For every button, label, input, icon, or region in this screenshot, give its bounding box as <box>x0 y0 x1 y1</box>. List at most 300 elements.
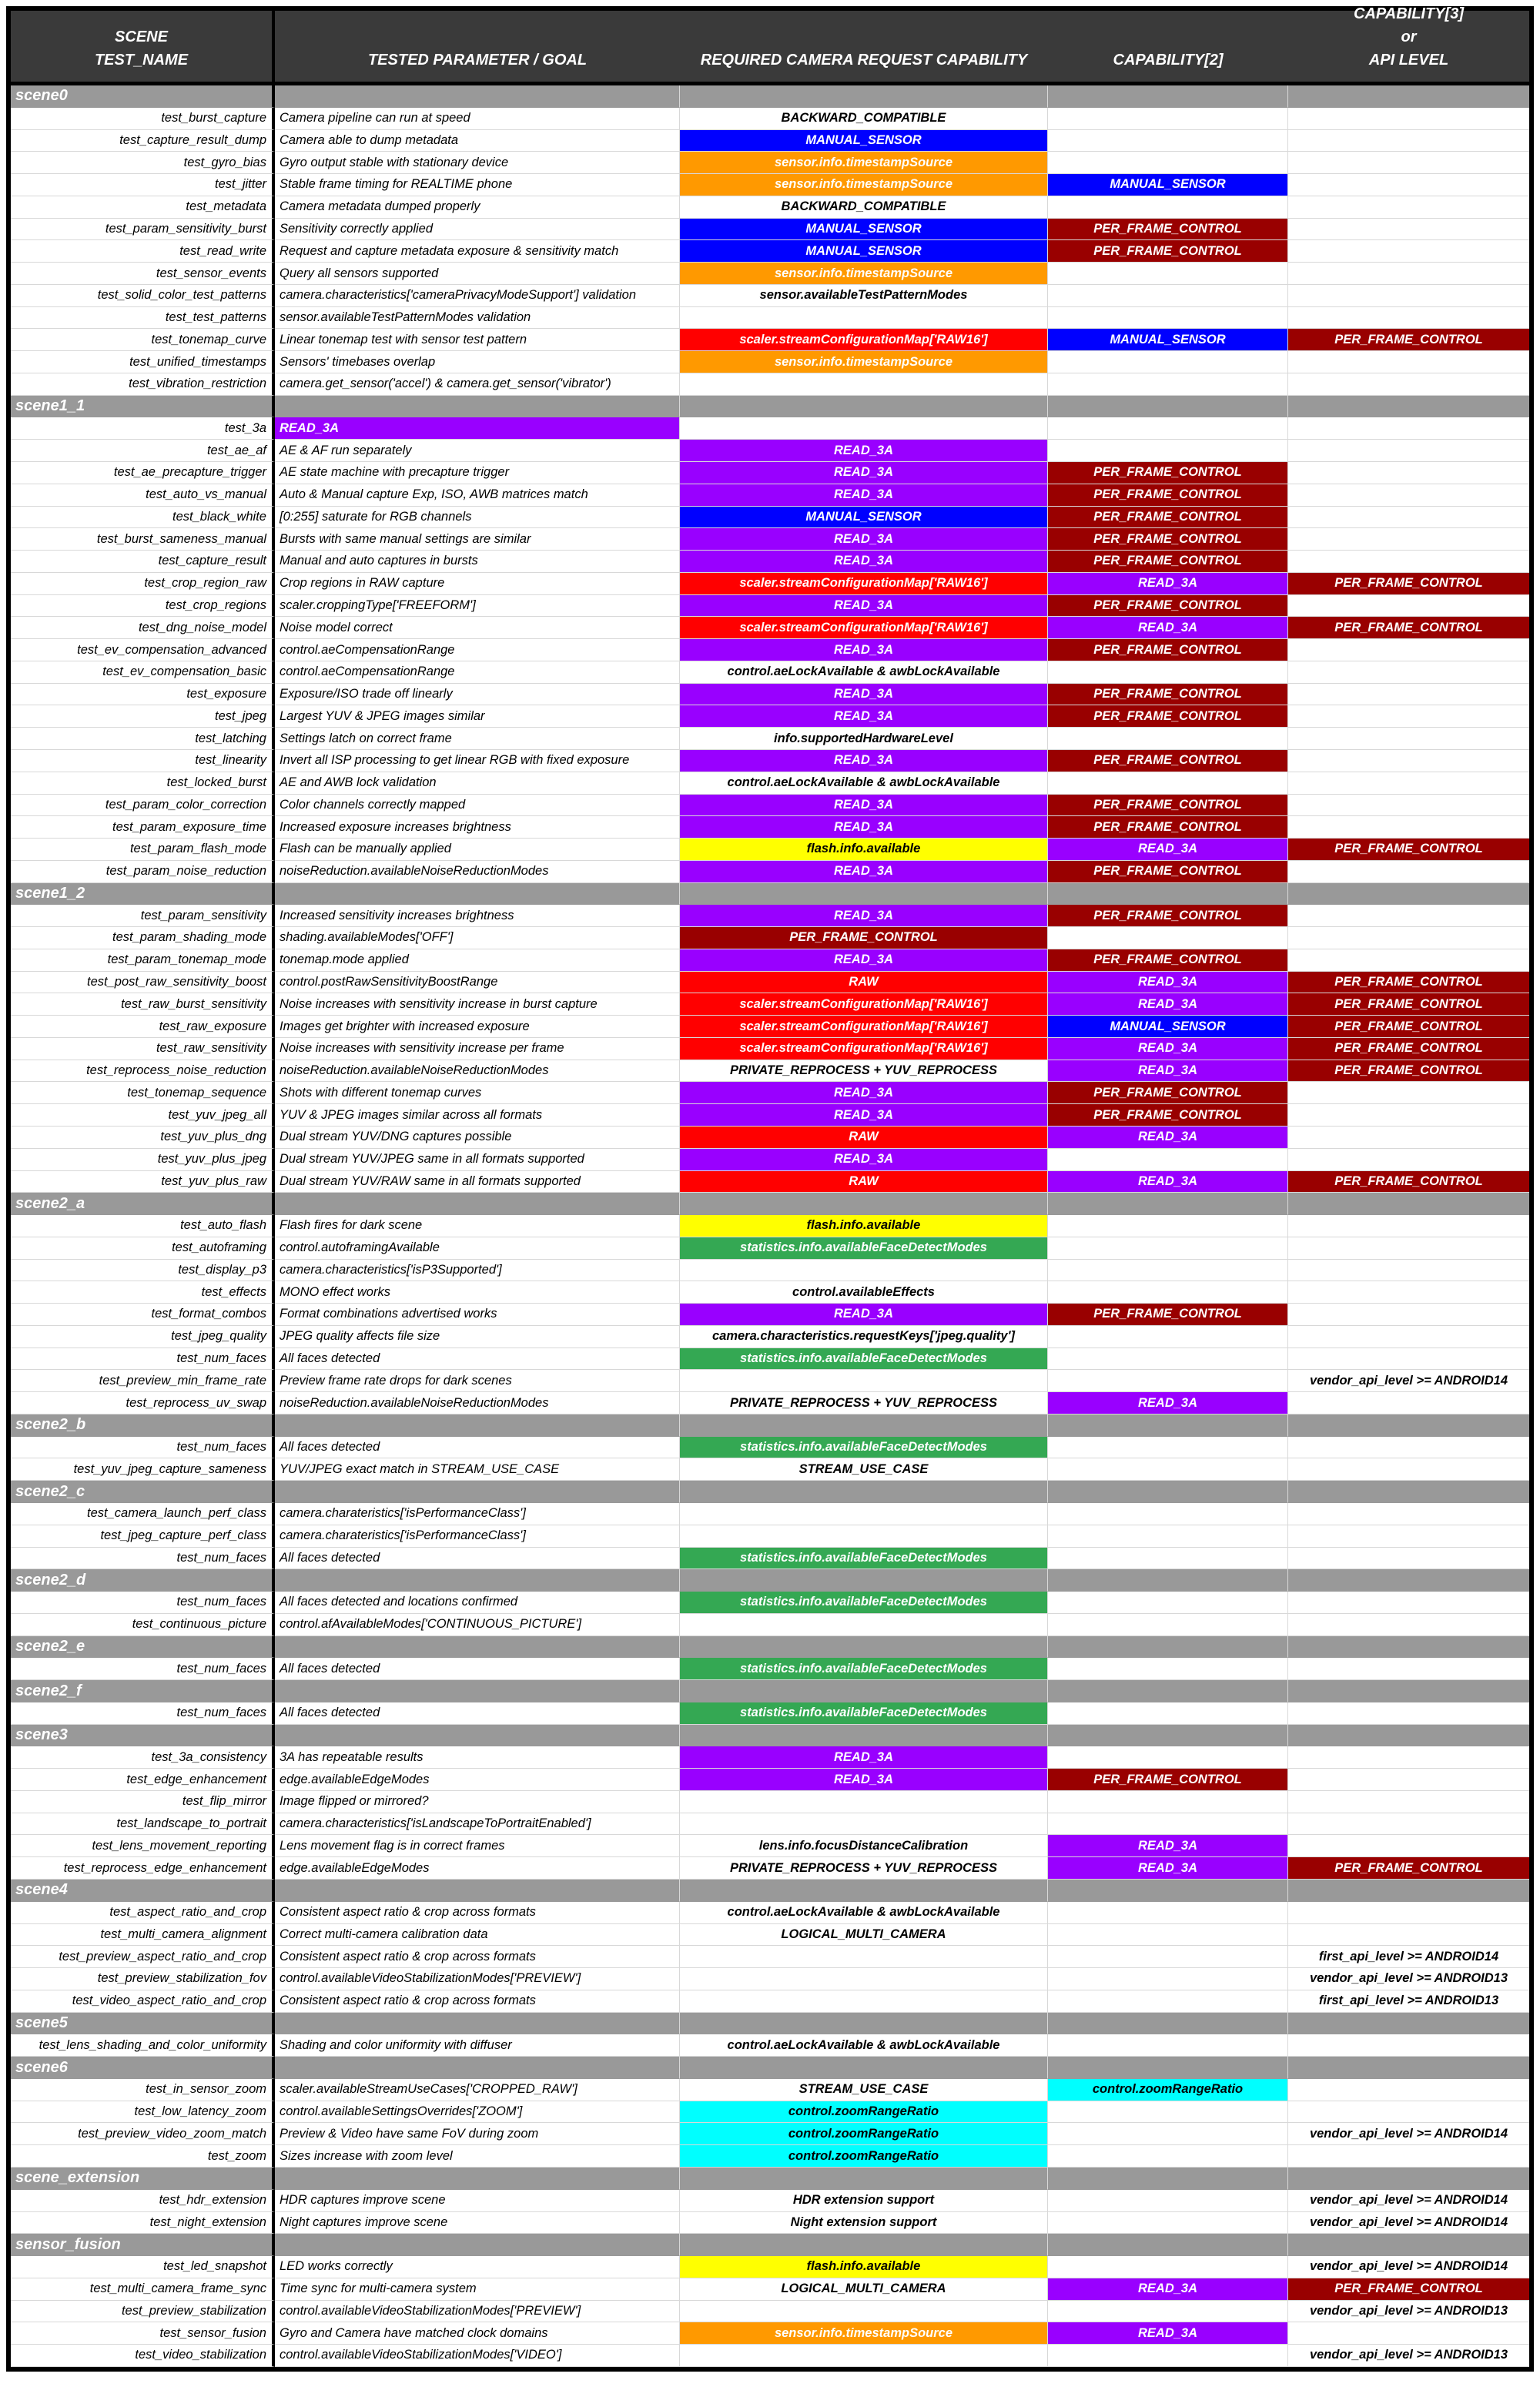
capability-cell: READ_3A <box>1048 573 1288 595</box>
test-row <box>11 816 1529 839</box>
test-row <box>11 1835 1529 1857</box>
capability-cell <box>1048 1458 1288 1481</box>
test-name-cell: test_jpeg_quality <box>11 1326 275 1348</box>
goal-cell: All faces detected <box>275 1658 680 1680</box>
capability-cell: vendor_api_level >= ANDROID14 <box>1288 2190 1529 2212</box>
scene-banner-label: scene2_f <box>11 1680 275 1702</box>
capability-cell <box>1048 2212 1288 2235</box>
test-row <box>11 551 1529 573</box>
capability-cell: sensor.info.timestampSource <box>680 351 1048 373</box>
capability-cell <box>680 417 1048 440</box>
capability-cell <box>1288 219 1529 241</box>
test-name-cell: test_burst_capture <box>11 108 275 130</box>
test-name-cell: test_yuv_plus_jpeg <box>11 1149 275 1171</box>
capability-cell <box>1288 661 1529 684</box>
capability-cell <box>1288 263 1529 285</box>
test-name-cell: test_continuous_picture <box>11 1614 275 1636</box>
scene-banner-filler <box>275 2057 680 2079</box>
capability-cell: PER_FRAME_CONTROL <box>1048 462 1288 484</box>
test-row <box>11 484 1529 507</box>
capability-cell: HDR extension support <box>680 2190 1048 2212</box>
capability-cell <box>1048 1946 1288 1968</box>
capability-cell <box>680 1525 1048 1548</box>
goal-cell: Gyro output stable with stationary device <box>275 152 680 174</box>
scene-banner-row <box>11 1725 1529 1747</box>
capability-cell: PER_FRAME_CONTROL <box>680 927 1048 949</box>
goal-cell: Night captures improve scene <box>275 2212 680 2235</box>
test-row <box>11 1614 1529 1636</box>
scene-banner-filler <box>275 396 680 418</box>
capability-cell <box>680 2345 1048 2367</box>
test-name-cell: test_read_write <box>11 240 275 263</box>
capability-cell <box>1288 484 1529 507</box>
test-row <box>11 1060 1529 1083</box>
capability-cell <box>1288 772 1529 795</box>
capability-cell <box>1048 1968 1288 1990</box>
capability-cell <box>680 1990 1048 2013</box>
capability-cell: PER_FRAME_CONTROL <box>1288 972 1529 994</box>
test-name-cell: test_num_faces <box>11 1437 275 1459</box>
capability-cell: flash.info.available <box>680 2256 1048 2278</box>
scene-banner-row <box>11 1680 1529 1702</box>
capability-cell <box>1288 705 1529 728</box>
test-name-cell: test_black_white <box>11 507 275 529</box>
test-name-cell: test_param_tonemap_mode <box>11 949 275 972</box>
scene-banner-label: scene0 <box>11 85 275 108</box>
goal-cell: Manual and auto captures in bursts <box>275 551 680 573</box>
scene-banner-row <box>11 85 1529 108</box>
goal-cell: noiseReduction.availableNoiseReductionModes <box>275 1392 680 1414</box>
capability-cell: control.aeLockAvailable & awbLockAvailable <box>680 772 1048 795</box>
test-row <box>11 573 1529 595</box>
scene-banner-filler <box>275 1193 680 1215</box>
capability-cell <box>1288 373 1529 396</box>
capability-cell <box>1288 1281 1529 1304</box>
header-scene-line: SCENE <box>115 28 168 45</box>
goal-cell: Sizes increase with zoom level <box>275 2145 680 2168</box>
capability-cell: READ_3A <box>1048 1060 1288 1083</box>
capability-cell <box>1288 1835 1529 1857</box>
test-row <box>11 772 1529 795</box>
scene-banner-row <box>11 2013 1529 2035</box>
test-name-cell: test_param_flash_mode <box>11 839 275 861</box>
capability-cell: PER_FRAME_CONTROL <box>1048 949 1288 972</box>
test-row <box>11 1902 1529 1924</box>
test-row <box>11 1304 1529 1326</box>
capability-cell: LOGICAL_MULTI_CAMERA <box>680 2278 1048 2301</box>
test-row <box>11 1281 1529 1304</box>
test-row <box>11 2301 1529 2323</box>
test-row <box>11 1392 1529 1414</box>
goal-cell: Bursts with same manual settings are similar <box>275 528 680 551</box>
capability-cell <box>1288 795 1529 817</box>
scene-banner-filler <box>1048 396 1288 418</box>
scene-banner-filler <box>680 85 1048 108</box>
test-row <box>11 684 1529 706</box>
scene-banner-filler <box>1288 1414 1529 1437</box>
capability-cell: READ_3A <box>680 1149 1048 1171</box>
capability-cell <box>1288 108 1529 130</box>
goal-cell: Linear tonemap test with sensor test pattern <box>275 329 680 351</box>
capability-cell <box>1048 1215 1288 1237</box>
capability-cell <box>1288 1902 1529 1924</box>
goal-cell: Flash can be manually applied <box>275 839 680 861</box>
goal-cell: AE and AWB lock validation <box>275 772 680 795</box>
capability-cell: PER_FRAME_CONTROL <box>1048 750 1288 772</box>
capability-cell: scaler.streamConfigurationMap['RAW16'] <box>680 993 1048 1016</box>
capability-cell: PER_FRAME_CONTROL <box>1048 484 1288 507</box>
test-row <box>11 639 1529 661</box>
goal-cell: Sensors' timebases overlap <box>275 351 680 373</box>
capability-cell <box>1288 1348 1529 1371</box>
capability-cell: READ_3A <box>1048 1171 1288 1194</box>
test-row <box>11 440 1529 462</box>
goal-cell: [0:255] saturate for RGB channels <box>275 507 680 529</box>
capability-cell: READ_3A <box>680 1104 1048 1127</box>
goal-cell: Flash fires for dark scene <box>275 1215 680 1237</box>
capability-cell: READ_3A <box>1048 1127 1288 1149</box>
test-row <box>11 351 1529 373</box>
capability-cell <box>1288 1702 1529 1725</box>
test-row <box>11 1215 1529 1237</box>
capability-cell: scaler.streamConfigurationMap['RAW16'] <box>680 617 1048 639</box>
scene-banner-label: scene5 <box>11 2013 275 2035</box>
scene-banner-filler <box>1048 883 1288 906</box>
capability-cell <box>1288 1592 1529 1614</box>
capability-cell <box>1048 728 1288 750</box>
capability-cell: PER_FRAME_CONTROL <box>1048 705 1288 728</box>
capability-cell <box>1288 307 1529 330</box>
scene-banner-filler <box>680 883 1048 906</box>
test-name-cell: test_multi_camera_alignment <box>11 1924 275 1947</box>
test-name-cell: test_video_stabilization <box>11 2345 275 2367</box>
scene-banner-filler <box>275 1725 680 1747</box>
test-row <box>11 2101 1529 2124</box>
capability-cell <box>1288 949 1529 972</box>
test-row <box>11 972 1529 994</box>
test-name-cell: test_crop_region_raw <box>11 573 275 595</box>
capability-cell: sensor.availableTestPatternModes <box>680 285 1048 307</box>
goal-cell: Images get brighter with increased exposure <box>275 1016 680 1038</box>
header-scene-test-name <box>11 11 275 82</box>
test-name-cell: test_linearity <box>11 750 275 772</box>
test-name-cell: test_reprocess_edge_enhancement <box>11 1857 275 1880</box>
capability-cell: MANUAL_SENSOR <box>680 240 1048 263</box>
test-row <box>11 1437 1529 1459</box>
test-row <box>11 1592 1529 1614</box>
test-name-cell: test_jpeg_capture_perf_class <box>11 1525 275 1548</box>
scene-banner-row <box>11 396 1529 418</box>
scene-banner-filler <box>1288 1725 1529 1747</box>
goal-cell: camera.get_sensor('accel') & camera.get_sensor('vibrator') <box>275 373 680 396</box>
goal-cell: Exposure/ISO trade off linearly <box>275 684 680 706</box>
goal-cell: edge.availableEdgeModes <box>275 1769 680 1791</box>
capability-cell: LOGICAL_MULTI_CAMERA <box>680 1924 1048 1947</box>
test-row <box>11 1149 1529 1171</box>
scene-banner-filler <box>680 1880 1048 1902</box>
scene-banner-filler <box>1288 2013 1529 2035</box>
goal-cell: Shots with different tonemap curves <box>275 1082 680 1104</box>
scene-banner-filler <box>680 1569 1048 1592</box>
capability-cell: READ_3A <box>680 1304 1048 1326</box>
capability-cell: statistics.info.availableFaceDetectModes <box>680 1658 1048 1680</box>
capability-cell <box>1288 1260 1529 1282</box>
test-name-cell: test_led_snapshot <box>11 2256 275 2278</box>
capability-cell: READ_3A <box>1048 1835 1288 1857</box>
goal-cell: scaler.availableStreamUseCases['CROPPED_RAW'] <box>275 2079 680 2101</box>
scene-banner-filler <box>1048 1880 1288 1902</box>
scene-banner-filler <box>1048 1569 1288 1592</box>
capability-cell: flash.info.available <box>680 1215 1048 1237</box>
test-row <box>11 417 1529 440</box>
capability-cell <box>1048 2145 1288 2168</box>
camera-its-test-table <box>6 6 1534 2372</box>
test-name-cell: test_raw_sensitivity <box>11 1038 275 1060</box>
test-row <box>11 795 1529 817</box>
test-row <box>11 993 1529 1016</box>
capability-cell <box>1048 307 1288 330</box>
capability-cell: PER_FRAME_CONTROL <box>1288 993 1529 1016</box>
capability-cell: BACKWARD_COMPATIBLE <box>680 196 1048 219</box>
scene-banner-filler <box>1288 2168 1529 2190</box>
test-name-cell: test_vibration_restriction <box>11 373 275 396</box>
test-name-cell: test_reprocess_noise_reduction <box>11 1060 275 1083</box>
capability-cell <box>1288 1813 1529 1836</box>
capability-cell <box>1288 417 1529 440</box>
scene-banner-label: scene2_b <box>11 1414 275 1437</box>
table-body <box>11 85 1529 2367</box>
test-row <box>11 152 1529 174</box>
capability-cell: statistics.info.availableFaceDetectModes <box>680 1592 1048 1614</box>
capability-cell: PER_FRAME_CONTROL <box>1048 528 1288 551</box>
scene-banner-filler <box>1288 2234 1529 2256</box>
test-name-cell: test_num_faces <box>11 1702 275 1725</box>
test-name-cell: test_yuv_plus_raw <box>11 1171 275 1194</box>
scene-banner-row <box>11 2168 1529 2190</box>
capability-cell <box>1288 1082 1529 1104</box>
scene-banner-filler <box>1288 1569 1529 1592</box>
capability-cell: PER_FRAME_CONTROL <box>1048 795 1288 817</box>
test-name-cell: test_yuv_plus_dng <box>11 1127 275 1149</box>
capability-cell: statistics.info.availableFaceDetectModes <box>680 1237 1048 1260</box>
scene-banner-row <box>11 1193 1529 1215</box>
test-name-cell: test_post_raw_sensitivity_boost <box>11 972 275 994</box>
capability-cell: PER_FRAME_CONTROL <box>1048 551 1288 573</box>
test-row <box>11 861 1529 883</box>
goal-cell: control.aeCompensationRange <box>275 639 680 661</box>
test-name-cell: test_raw_burst_sensitivity <box>11 993 275 1016</box>
test-name-cell: test_zoom <box>11 2145 275 2168</box>
capability-cell: statistics.info.availableFaceDetectModes <box>680 1548 1048 1570</box>
goal-cell: Camera pipeline can run at speed <box>275 108 680 130</box>
capability-cell: PER_FRAME_CONTROL <box>1288 1060 1529 1083</box>
test-name-cell: test_reprocess_uv_swap <box>11 1392 275 1414</box>
capability-cell: scaler.streamConfigurationMap['RAW16'] <box>680 1016 1048 1038</box>
capability-cell: READ_3A <box>680 440 1048 462</box>
test-row <box>11 839 1529 861</box>
test-name-cell: test_low_latency_zoom <box>11 2101 275 2124</box>
test-name-cell: test_metadata <box>11 196 275 219</box>
goal-cell: JPEG quality affects file size <box>275 1326 680 1348</box>
capability-cell <box>1288 240 1529 263</box>
test-name-cell: test_flip_mirror <box>11 1791 275 1813</box>
capability-cell <box>1048 1658 1288 1680</box>
capability-cell <box>680 2301 1048 2323</box>
header-tested-parameter-goal-label: TESTED PARAMETER / GOAL <box>367 52 588 69</box>
scene-banner-filler <box>275 2013 680 2035</box>
test-name-cell: test_format_combos <box>11 1304 275 1326</box>
test-name-cell: test_in_sensor_zoom <box>11 2079 275 2101</box>
capability-cell: first_api_level >= ANDROID14 <box>1288 1946 1529 1968</box>
goal-cell: Dual stream YUV/DNG captures possible <box>275 1127 680 1149</box>
goal-cell: control.availableVideoStabilizationModes['PREVIEW'] <box>275 1968 680 1990</box>
capability-cell <box>1048 1990 1288 2013</box>
capability-cell: PER_FRAME_CONTROL <box>1048 219 1288 241</box>
goal-cell: All faces detected <box>275 1348 680 1371</box>
table-header-row <box>11 5 1529 85</box>
test-row <box>11 905 1529 927</box>
capability-cell: vendor_api_level >= ANDROID13 <box>1288 1968 1529 1990</box>
header-api-level-line: API LEVEL <box>1368 52 1449 69</box>
scene-banner-filler <box>1288 1680 1529 1702</box>
capability-cell: info.supportedHardwareLevel <box>680 728 1048 750</box>
test-name-cell: test_sensor_fusion <box>11 2322 275 2345</box>
scene-banner-label: scene6 <box>11 2057 275 2079</box>
capability-cell <box>680 1614 1048 1636</box>
capability-cell <box>1048 1437 1288 1459</box>
capability-cell <box>1288 2079 1529 2101</box>
capability-cell: READ_3A <box>680 795 1048 817</box>
capability-cell: PRIVATE_REPROCESS + YUV_REPROCESS <box>680 1060 1048 1083</box>
capability-cell: READ_3A <box>680 528 1048 551</box>
test-row <box>11 1548 1529 1570</box>
scene-banner-filler <box>275 883 680 906</box>
capability-cell <box>1288 1791 1529 1813</box>
test-name-cell: test_ev_compensation_basic <box>11 661 275 684</box>
capability-cell <box>1288 2101 1529 2124</box>
test-name-cell: test_capture_result_dump <box>11 130 275 152</box>
scene-banner-row <box>11 2234 1529 2256</box>
capability-cell <box>1048 196 1288 219</box>
test-row <box>11 1171 1529 1194</box>
goal-cell: All faces detected <box>275 1437 680 1459</box>
test-name-cell: test_lens_shading_and_color_uniformity <box>11 2034 275 2057</box>
capability-cell: Night extension support <box>680 2212 1048 2235</box>
capability-cell <box>1288 1458 1529 1481</box>
capability-cell: STREAM_USE_CASE <box>680 1458 1048 1481</box>
scene-banner-row <box>11 2057 1529 2079</box>
test-row <box>11 2034 1529 2057</box>
goal-cell: Sensitivity correctly applied <box>275 219 680 241</box>
test-name-cell: test_camera_launch_perf_class <box>11 1503 275 1525</box>
capability-cell <box>1288 152 1529 174</box>
scene-banner-filler <box>680 2234 1048 2256</box>
capability-cell: READ_3A <box>1048 839 1288 861</box>
capability-cell <box>1048 2190 1288 2212</box>
test-name-cell: test_preview_aspect_ratio_and_crop <box>11 1946 275 1968</box>
goal-cell: YUV/JPEG exact match in STREAM_USE_CASE <box>275 1458 680 1481</box>
capability-cell <box>1288 750 1529 772</box>
capability-cell: READ_3A <box>1048 1392 1288 1414</box>
test-row <box>11 1458 1529 1481</box>
capability-cell: vendor_api_level >= ANDROID14 <box>1288 1370 1529 1392</box>
goal-cell: All faces detected <box>275 1548 680 1570</box>
capability-cell: MANUAL_SENSOR <box>680 130 1048 152</box>
goal-cell: READ_3A <box>275 417 680 440</box>
capability-cell <box>1288 285 1529 307</box>
test-name-cell: test_dng_noise_model <box>11 617 275 639</box>
scene-banner-filler <box>1048 85 1288 108</box>
goal-cell: Auto & Manual capture Exp, ISO, AWB matrices match <box>275 484 680 507</box>
test-row <box>11 1127 1529 1149</box>
scene-banner-label: scene3 <box>11 1725 275 1747</box>
test-row <box>11 285 1529 307</box>
capability-cell <box>1288 927 1529 949</box>
capability-cell <box>1288 1326 1529 1348</box>
capability-cell: READ_3A <box>680 462 1048 484</box>
capability-cell <box>680 1813 1048 1836</box>
capability-cell: MANUAL_SENSOR <box>1048 174 1288 196</box>
test-row <box>11 661 1529 684</box>
capability-cell <box>1288 1769 1529 1791</box>
capability-cell <box>1048 1614 1288 1636</box>
scene-banner-filler <box>680 2168 1048 2190</box>
capability-cell: READ_3A <box>680 861 1048 883</box>
capability-cell: READ_3A <box>680 705 1048 728</box>
capability-cell: PRIVATE_REPROCESS + YUV_REPROCESS <box>680 1857 1048 1880</box>
goal-cell: Gyro and Camera have matched clock domains <box>275 2322 680 2345</box>
capability-cell <box>1288 2145 1529 2168</box>
goal-cell: sensor.availableTestPatternModes validation <box>275 307 680 330</box>
test-row <box>11 1370 1529 1392</box>
capability-cell: vendor_api_level >= ANDROID14 <box>1288 2212 1529 2235</box>
capability-cell <box>1288 351 1529 373</box>
scene-banner-filler <box>275 1414 680 1437</box>
goal-cell: Largest YUV & JPEG images similar <box>275 705 680 728</box>
capability-cell <box>1048 1260 1288 1282</box>
test-row <box>11 1237 1529 1260</box>
header-required-camera-request-capability <box>680 11 1048 82</box>
capability-cell <box>1048 1348 1288 1371</box>
capability-cell: MANUAL_SENSOR <box>680 507 1048 529</box>
goal-cell: control.autoframingAvailable <box>275 1237 680 1260</box>
capability-cell: PER_FRAME_CONTROL <box>1048 1769 1288 1791</box>
capability-cell: READ_3A <box>680 816 1048 839</box>
test-row <box>11 329 1529 351</box>
capability-cell: flash.info.available <box>680 839 1048 861</box>
scene-banner-filler <box>680 2057 1048 2079</box>
capability-cell <box>680 1260 1048 1282</box>
goal-cell: AE state machine with precapture trigger <box>275 462 680 484</box>
capability-cell <box>1048 772 1288 795</box>
goal-cell: Noise model correct <box>275 617 680 639</box>
test-name-cell: test_exposure <box>11 684 275 706</box>
test-row <box>11 728 1529 750</box>
capability-cell <box>1288 551 1529 573</box>
test-row <box>11 1348 1529 1371</box>
scene-banner-filler <box>1288 1880 1529 1902</box>
capability-cell <box>1288 905 1529 927</box>
capability-cell <box>1288 1658 1529 1680</box>
scene-banner-label: sensor_fusion <box>11 2234 275 2256</box>
capability-cell: scaler.streamConfigurationMap['RAW16'] <box>680 573 1048 595</box>
test-name-cell: test_ae_precapture_trigger <box>11 462 275 484</box>
capability-cell <box>680 1968 1048 1990</box>
capability-cell: vendor_api_level >= ANDROID13 <box>1288 2301 1529 2323</box>
test-name-cell: test_hdr_extension <box>11 2190 275 2212</box>
test-name-cell: test_lens_movement_reporting <box>11 1835 275 1857</box>
capability-cell: sensor.info.timestampSource <box>680 152 1048 174</box>
